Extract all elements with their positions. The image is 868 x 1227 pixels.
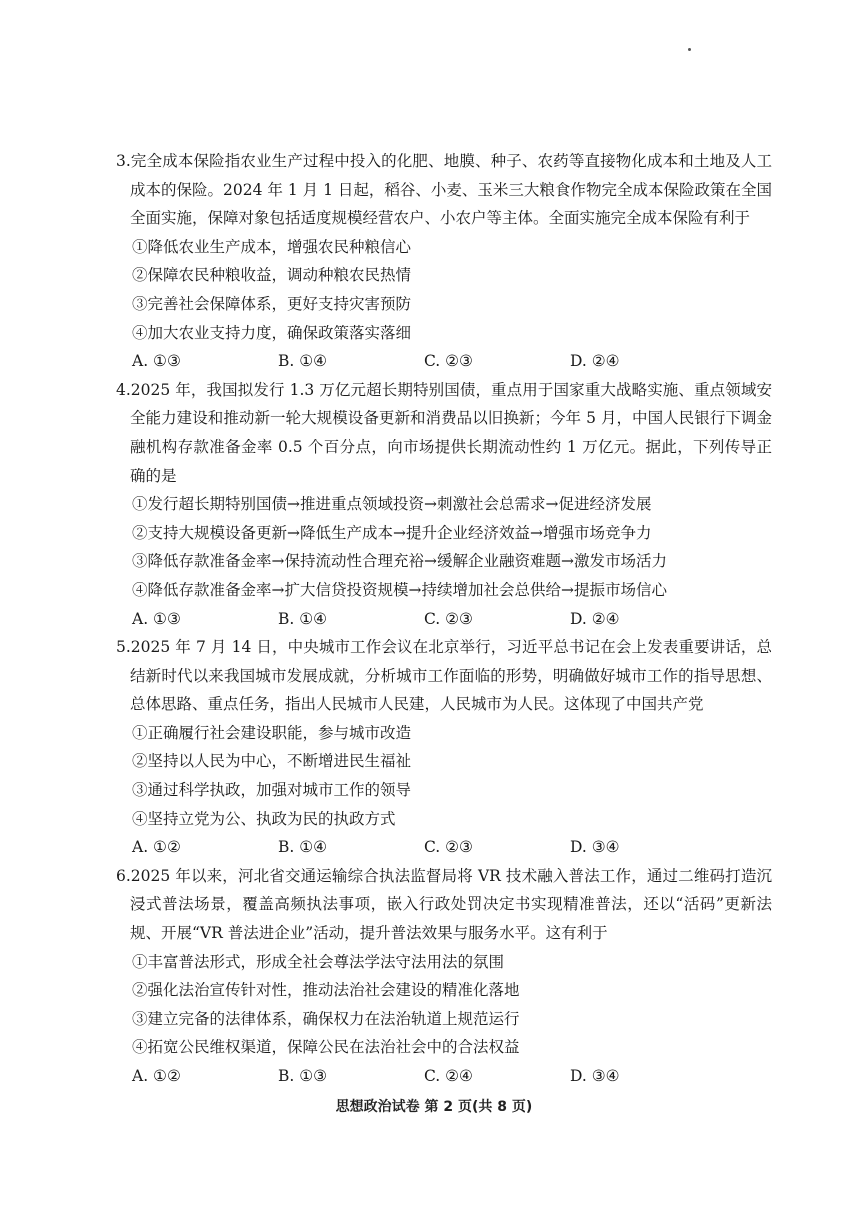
statement-option: ③通过科学执政，加强对城市工作的领导 — [132, 781, 412, 800]
question-number: 3. — [116, 152, 131, 170]
statement-option: ②坚持以人民为中心，不断增进民生福祉 — [132, 752, 412, 771]
answer-choices — [116, 833, 772, 862]
question-text: 2025 年以来，河北省交通运输综合执法监督局将 VR 技术融入普法工作，通过二维码打造沉浸式普法场景，覆盖高频执法事项，嵌入行政处罚决定书实现精准普法，还以“活码”更新法规、开展“VR 普法进企业”活动，提升普法效果与服务水平。这有利于 — [130, 866, 772, 943]
answer-choice: B. ①④ — [278, 352, 328, 371]
answer-choice: B. ①③ — [278, 1067, 328, 1085]
statement-option: ③降低存款准备金率→保持流动性合理充裕→缓解企业融资难题→激发市场活力 — [132, 552, 667, 571]
statement-option: ④加大农业支持力度，确保政策落实落细 — [132, 323, 412, 342]
question-number: 4. — [116, 380, 131, 399]
statement-option: ①降低农业生产成本，增强农民种粮信心 — [132, 237, 412, 256]
question-number: 6. — [116, 866, 131, 885]
answer-choices — [116, 347, 772, 376]
question-stem — [116, 147, 772, 233]
question-block — [116, 633, 772, 862]
statement-option: ④坚持立党为公、执政为民的执政方式 — [132, 809, 396, 828]
answer-choices — [116, 605, 772, 634]
question-block — [116, 147, 772, 376]
statement-option: ③完善社会保障体系，更好支持灾害预防 — [132, 294, 412, 313]
question-stem — [116, 633, 772, 719]
answer-choice: D. ③④ — [570, 1067, 620, 1085]
answer-choice: B. ①④ — [278, 838, 328, 857]
page-footer: 思想政治试卷 第 2 页(共 8 页) — [335, 1099, 533, 1115]
question-number: 5. — [116, 638, 131, 657]
statement-option: ④拓宽公民维权渠道，保障公民在法治社会中的合法权益 — [132, 1038, 520, 1057]
question-text: 2025 年，我国拟发行 1.3 万亿元超长期特别国债，重点用于国家重大战略实施、重点领域安全能力建设和推动新一轮大规模设备更新和消费品以旧换新；今年 5 月，中国人民银行下调金融机构存款准备金率 0.5 个百分点，向市场提供长期流动性约 1 万亿元。据此，下列传导正确的是 — [130, 380, 772, 485]
statement-option: ①正确履行社会建设职能，参与城市改造 — [132, 723, 412, 742]
answer-choices — [116, 1062, 772, 1091]
question-block — [116, 862, 772, 1091]
answer-choice: C. ②③ — [424, 352, 473, 371]
question-text: 2025 年 7 月 14 日，中央城市工作会议在北京举行，习近平总书记在会上发表重要讲话，总结新时代以来我国城市发展成就，分析城市工作面临的形势，明确做好城市工作的指导思想、总体思路、重点任务，指出人民城市人民建，人民城市为人民。这体现了中国共产党 — [130, 638, 772, 714]
answer-choice: C. ②④ — [424, 1067, 473, 1085]
answer-choice: D. ②④ — [570, 609, 620, 628]
statement-option: ②保障农民种粮收益，调动种粮农民热情 — [132, 266, 412, 285]
statement-option: ②强化法治宣传针对性，推动法治社会建设的精准化落地 — [132, 981, 520, 1000]
statement-option: ①丰富普法形式，形成全社会尊法学法守法用法的氛围 — [132, 952, 505, 971]
answer-choice: A. ①② — [132, 1067, 181, 1085]
answer-choice: C. ②③ — [424, 609, 473, 628]
question-text: 完全成本保险指农业生产过程中投入的化肥、地膜、种子、农药等直接物化成本和土地及人工成本的保险。2024 年 1 月 1 日起，稻谷、小麦、玉米三大粮食作物完全成本保险政策在全国全面实施，保障对象包括适度规模经营农户、小农户等主体。全面实施完全成本保险有利于 — [130, 152, 772, 228]
statement-option: ③建立完备的法律体系，确保权力在法治轨道上规范运行 — [132, 1009, 520, 1028]
question-block — [116, 376, 772, 633]
answer-choice: A. ①③ — [132, 609, 181, 628]
statement-option: ④降低存款准备金率→扩大信贷投资规模→持续增加社会总供给→提振市场信心 — [132, 580, 667, 599]
page-mark-dot — [688, 48, 691, 51]
answer-choice: C. ②③ — [424, 838, 473, 857]
statement-option: ①发行超长期特别国债→推进重点领域投资→刺激社会总需求→促进经济发展 — [132, 495, 652, 514]
statement-option: ②支持大规模设备更新→降低生产成本→提升企业经济效益→增强市场竞争力 — [132, 523, 652, 542]
question-stem — [116, 376, 772, 490]
answer-choice: A. ①② — [132, 838, 181, 857]
answer-choice: B. ①④ — [278, 609, 328, 628]
answer-choice: D. ③④ — [570, 838, 620, 857]
question-list — [116, 147, 772, 1091]
answer-choice: D. ②④ — [570, 352, 620, 371]
answer-choice: A. ①③ — [132, 352, 181, 371]
question-stem — [116, 862, 772, 948]
